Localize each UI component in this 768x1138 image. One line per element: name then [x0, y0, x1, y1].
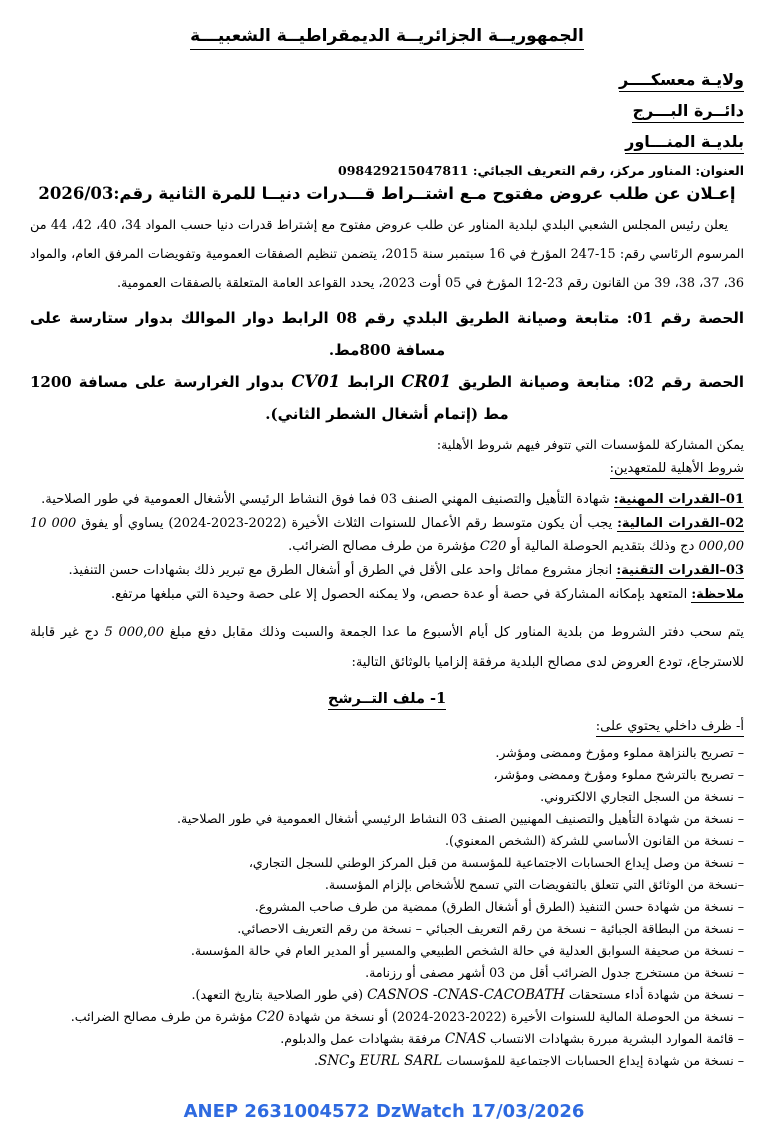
doc-item-cnas: – قائمة الموارد البشرية مبررة بشهادات الانتساب CNAS مرفقة بشهادات عمل والدبلوم. — [280, 1031, 744, 1047]
anep-footer-line: ANEP 2631004572 DzWatch 17/03/2026 — [183, 1101, 585, 1122]
doc-item: – تصريح بالنزاهة مملوء ومؤرخ وممضى ومؤشر. — [495, 745, 744, 760]
eligibility-technical: 03–القدرات التقنية: انجاز مشروع مماثل واحد على الأقل في الطرق أو أشغال الطرق مع تبرير ذلك بشهادات حسن التنفيذ. — [68, 563, 744, 578]
withdraw-paragraph: يتم سحب دفتر الشروط من بلدية المناور كل أيام الأسبوع ما عدا الجمعة والسبت وذلك مقابل دفع مبلغ 5 000,00 دج غير قابلة للاسترجاع، تودع العروض لدى مصالح البلدية مرفقة إلزاميا بالوثائق التالية: — [30, 625, 744, 670]
doc-item: – تصريح بالترشح مملوء ومؤرخ وممضى ومؤشر، — [493, 767, 744, 782]
doc-item-c20: – نسخة من الحوصلة المالية للسنوات الأخيرة (2022-2023-2024) أو نسخة من شهادة C20 مؤشرة من طرف مصالح الضرائب. — [70, 1009, 744, 1025]
doc-item: – نسخة من القانون الأساسي للشركة (الشخص المعنوي). — [445, 833, 744, 848]
doc-item: – نسخة من صحيفة السوابق العدلية في حالة الشخص الطبيعي والمسير أو المدير العام في حالة المؤسسة. — [190, 943, 744, 958]
c20-certificate-code: C20 — [256, 1009, 285, 1025]
casnos-cnas-cacobath-code: CASNOS -CNAS-CACOBATH — [367, 987, 565, 1003]
snc-code: SNC — [317, 1053, 350, 1069]
address-line: العنوان: المناور مركز، رقم التعريف الجبائي: 098429215047811 — [338, 163, 744, 178]
road-code-cr01: CR01 — [401, 372, 452, 391]
technical-label: 03–القدرات التقنية: — [616, 563, 744, 578]
fee-amount: 5 000,00 — [104, 625, 164, 640]
note-line: ملاحظة: المتعهد بإمكانه المشاركة في حصة أو عدة حصص، ولا يمكنه الحصول إلا على حصة وحيدة التي مبلغها مرتفع. — [110, 587, 744, 602]
lots-block — [30, 302, 744, 430]
wilaya-line: ولايـة معسكــــر — [30, 70, 744, 89]
eurl-sarl-code: EURL SARL — [359, 1053, 443, 1069]
lot-1-line: الحصة رقم 01: متابعة وصيانة الطريق البلدي رقم 08 الرابط دوار الموالك بدوار ستارسة على مسافة 800مط. — [30, 309, 744, 359]
candidacy-file-heading: 1- ملف التــرشح — [30, 690, 744, 707]
financial-label: 02–القدرات المالية: — [617, 516, 744, 531]
doc-item: – نسخة من مستخرج جدول الضرائب أقل من 03 أشهر مصفى أو رزنامة. — [365, 965, 744, 980]
inner-envelope-heading: أ- ظرف داخلي يحتوي على: — [30, 719, 744, 734]
cnas-code: CNAS — [444, 1031, 486, 1047]
doc-item: – نسخة من وصل إيداع الحسابات الاجتماعية للمؤسسة من قبل المركز الوطني للسجل التجاري، — [248, 855, 744, 870]
doc-item: –نسخة من الوثائق التي تتعلق بالتفويضات التي تسمح للأشخاص بإلزام المؤسسة. — [324, 877, 744, 892]
professional-label: 01–القدرات المهنية: — [613, 492, 744, 507]
participation-line: يمكن المشاركة للمؤسسات التي تتوفر فيهم شروط الأهلية: — [436, 437, 744, 452]
notice-title: إعـلان عن طلب عروض مفتوح مـع اشتــراط قـــدرات دنيــا للمرة الثانية رقم:2026/03 — [38, 184, 736, 203]
doc-item: – نسخة من شهادة حسن التنفيذ (الطرق أو أشغال الطرق) ممضية من طرف صاحب المشروع. — [254, 899, 744, 914]
intro-paragraph: يعلن رئيس المجلس الشعبي البلدي لبلدية المناور عن طلب عروض مفتوح مع إشتراط قدرات دنيا حسب المواد 34، 40، 42، 44 من المرسوم الرئاسي رقم: 15-247 المؤرخ في 16 سبتمبر سنة 2015، يتضمن تنظيم الصفقات العمومية وتفويضات المرفق العام، والمواد 36، 37، 38، 39 من القانون رقم 23-12 المؤرخ في 05 أوت 2023، يحدد القواعد العامة المتعلقة بالصفقات العمومية. — [30, 218, 745, 291]
commune-line: بلديـة المنـــاور — [30, 132, 744, 151]
doc-item: – نسخة من السجل التجاري الالكتروني. — [540, 789, 744, 804]
financial-amount: 10 000 000,00 — [30, 516, 744, 554]
doc-item-casnos: – نسخة من شهادة أداء مستحقات CASNOS -CNAS-CACOBATH (في طور الصلاحية بتاريخ التعهد). — [191, 987, 744, 1003]
lot-2-line: الحصة رقم 02: متابعة وصيانة الطريق CR01 الرابط CV01 بدوار الغرارسة على مسافة 1200 مط (إتمام أشغال الشطر الثاني). — [30, 372, 744, 423]
doc-item-companies: – نسخة من شهادة إيداع الحسابات الاجتماعية للمؤسسات EURL SARL وSNC. — [313, 1053, 744, 1069]
daira-line: دائــرة البـــرج — [30, 101, 744, 120]
republic-header — [30, 26, 744, 46]
note-label: ملاحظة: — [691, 587, 744, 602]
doc-item: – نسخة من شهادة التأهيل والتصنيف المهنيين الصنف 03 النشاط الرئيسي أشغال العمومية في طور الصلاحية. — [176, 811, 744, 826]
eligibility-professional: 01–القدرات المهنية: شهادة التأهيل والتصنيف المهني الصنف 03 فما فوق النشاط الرئيسي الأشغال العمومية في طور الصلاحية. — [41, 492, 744, 507]
admin-block — [30, 70, 744, 151]
republic-header-text: الجمهوريــة الجزائريــة الديمقراطيــة الشعبيـــة — [190, 26, 584, 50]
road-code-cv01: CV01 — [291, 372, 341, 391]
c20-code: C20 — [479, 539, 507, 554]
eligibility-financial: 02–القدرات المالية: يجب أن يكون متوسط رقم الأعمال للسنوات الثلاث الأخيرة (2022-2023-2024) يساوي أو يفوق 10 000 000,00 دج وذلك بتقديم الحوصلة المالية أو C20 مؤشرة من طرف مصالح الضرائب. — [30, 516, 744, 554]
documents-list — [30, 742, 744, 1072]
eligibility-heading: شروط الأهلية للمتعهدين: — [30, 461, 744, 479]
doc-item: – نسخة من البطاقة الجبائية – نسخة من رقم التعريف الجبائي – نسخة من رقم التعريف الاحصائي. — [237, 921, 744, 936]
